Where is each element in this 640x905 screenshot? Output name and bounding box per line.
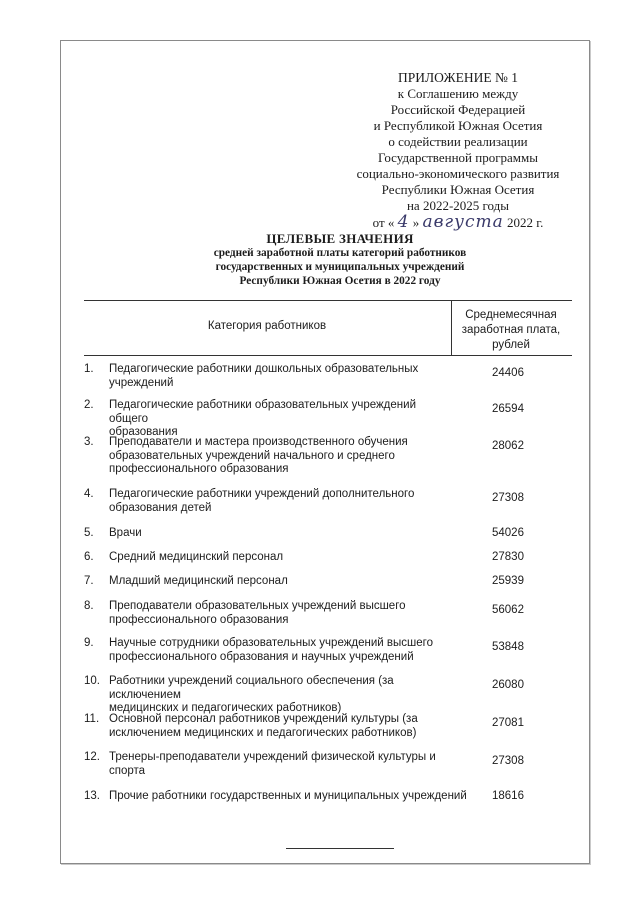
row-category-line: профессионального образования [109,463,289,475]
annex-block [328,70,588,231]
table-top-rule [84,300,572,301]
row-category-line: Педагогические работники дошкольных образовательных [109,363,419,375]
row-value: 25939 [492,575,524,587]
annex-line: к Соглашению между [397,86,519,101]
row-category-line: Преподаватели образовательных учреждений высшего [109,600,406,612]
row-category [109,675,449,716]
title-line: ЦЕЛЕВЫЕ ЗНАЧЕНИЯ [266,231,414,246]
row-category [109,399,449,440]
row-category-line: профессионального образования и научных учреждений [109,650,414,663]
row-category [109,436,449,477]
row-category-line: Педагогические работники образовательных учреждений общего [109,399,416,425]
row-value: 28062 [492,440,524,452]
row-value: 26594 [492,403,524,415]
row-value: 27308 [492,492,524,504]
row-category-line: Педагогические работники учреждений дополнительного [109,488,415,500]
row-number: 3. [84,436,94,448]
row-number: 13. [84,790,100,802]
row-category-line: Младший медицинский персонал [109,575,288,587]
row-number: 9. [84,637,94,649]
header-bottom-rule [84,355,572,356]
row-category [109,488,449,515]
row-value: 27830 [492,551,524,563]
header-category: Категория работников [207,320,327,332]
row-category [109,790,469,804]
row-number: 8. [84,600,94,612]
row-category-line: Средний медицинский персонал [109,551,284,563]
row-number: 11. [84,713,100,725]
row-number: 7. [84,575,94,587]
row-category-line: Преподаватели и мастера производственного обучения [109,436,408,448]
annex-line: Государственной программы [377,150,538,165]
row-number: 6. [84,551,94,563]
row-category-line: профессионального образования [109,613,289,626]
row-value: 54026 [492,527,524,539]
row-number: 2. [84,399,94,411]
annex-line: Российской Федерацией [390,102,526,117]
row-category [109,751,449,778]
row-category [109,575,449,589]
date-suffix: 2022 г. [506,215,544,230]
row-category-line: Работники учреждений социального обеспечения (за исключением [109,675,394,701]
row-category-line: учреждений [109,376,174,389]
row-value: 56062 [492,604,524,616]
row-category-line: исключением медицинских и педагогических работников) [109,726,417,739]
row-category-line: Основной персонал работников учреждений культуры (за [109,713,418,725]
row-category [109,363,449,390]
title-line: Республики Южная Осетия в 2022 году [239,275,441,287]
row-value: 53848 [492,641,524,653]
row-category [109,551,449,565]
row-number: 1. [84,363,94,375]
row-number: 10. [84,675,100,687]
row-category-line: образования детей [109,501,212,514]
row-value: 24406 [492,367,524,379]
date-day-handwritten: 4 [397,212,410,232]
row-value: 27081 [492,717,524,729]
row-value: 26080 [492,679,524,691]
title-line: средней заработной платы категорий работников [213,247,467,259]
annex-line: о содействии реализации [388,134,528,149]
end-rule [286,848,394,849]
date-month-handwritten: августа [422,212,504,232]
row-number: 4. [84,488,94,500]
header-salary-line: рублей [492,339,530,351]
row-number: 5. [84,527,94,539]
row-category-line: образования [109,426,178,438]
annex-heading: ПРИЛОЖЕНИЕ № 1 [397,70,519,85]
row-category-line: образовательных учреждений начального и среднего [109,449,395,462]
row-category-line: Тренеры-преподаватели учреждений физической культуры и [109,751,436,763]
date-prefix: от « [372,215,395,230]
row-category-line: Врачи [109,527,142,539]
annex-line: на 2022-2025 годы [406,198,510,213]
header-salary-line: заработная плата, [461,324,561,336]
row-category [109,713,449,740]
header-salary [451,308,571,353]
row-value: 27308 [492,755,524,767]
annex-line: социально-экономического развития [356,166,560,181]
annex-line: Республики Южная Осетия [381,182,535,197]
date-mid: » [412,215,420,230]
row-category [109,527,449,541]
header-salary-line: Среднемесячная [465,309,557,321]
row-category-line: Научные сотрудники образовательных учреждений высшего [109,637,433,649]
row-value: 18616 [492,790,524,802]
annex-line: и Республикой Южная Осетия [373,118,543,133]
row-category [109,600,449,627]
document-title [150,232,530,288]
row-category-line: Прочие работники государственных и муниципальных учреждений [109,790,467,802]
row-category-line: медицинских и педагогических работников) [109,702,342,714]
row-category-line: спорта [109,764,146,777]
annex-date [328,214,588,231]
title-line: государственных и муниципальных учреждений [215,261,465,273]
row-number: 12. [84,751,100,763]
row-category [109,637,449,664]
